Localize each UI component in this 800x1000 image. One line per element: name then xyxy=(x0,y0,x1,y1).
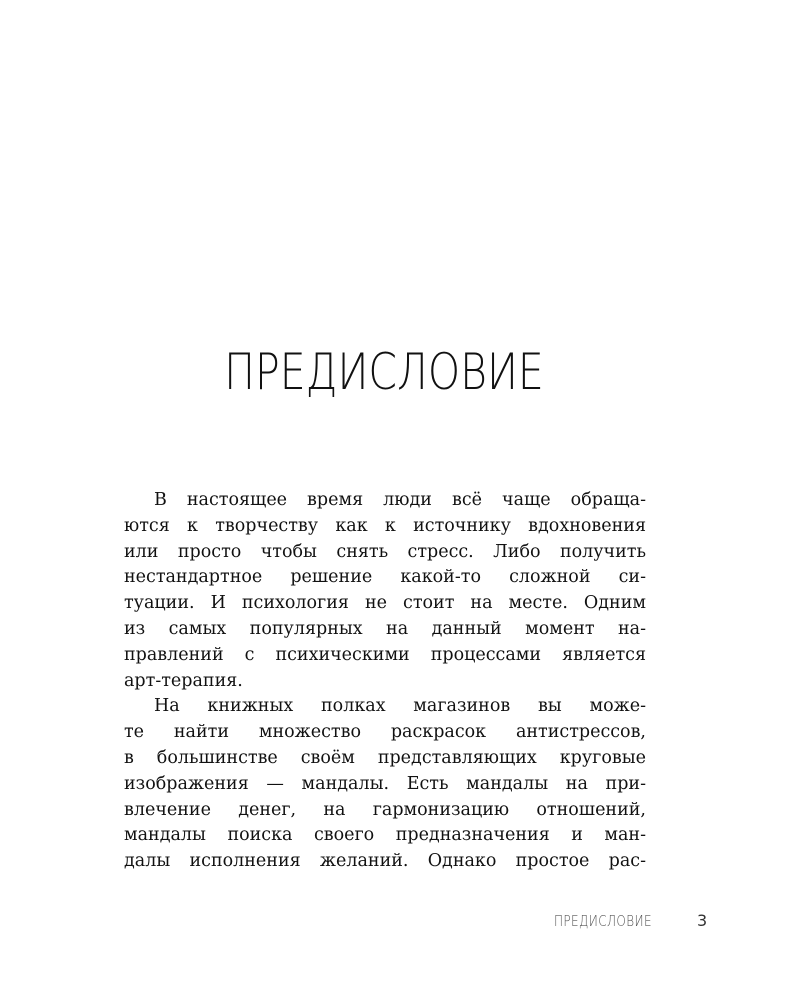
text-line: нестандартное решение какой-то сложной си- xyxy=(124,567,646,588)
text-line: далы исполнения желаний. Однако простое рас- xyxy=(124,851,646,872)
paragraph-1 xyxy=(124,488,646,694)
chapter-title: ПРЕДИСЛОВИЕ xyxy=(224,342,544,401)
running-footer-title: ПРЕДИСЛОВИЕ xyxy=(554,912,652,930)
text-line: туации. И психология не стоит на месте. Одним xyxy=(124,593,646,614)
body-text xyxy=(124,488,646,875)
text-line: В настоящее время люди всё чаще обраща- xyxy=(154,490,646,510)
text-line: те найти множество раскрасок антистрессов, xyxy=(124,722,646,743)
text-line: правлений с психическими процессами является xyxy=(124,644,646,665)
text-line: из самых популярных на данный момент на- xyxy=(124,618,646,639)
page-number: 3 xyxy=(697,911,708,930)
text-line: влечение денег, на гармонизацию отношений, xyxy=(124,799,646,820)
paragraph-2 xyxy=(124,694,646,875)
text-line: или просто чтобы снять стресс. Либо получить xyxy=(124,541,646,562)
text-line: На книжных полках магазинов вы може- xyxy=(154,696,646,717)
text-line: ются к творчеству как к источнику вдохновения xyxy=(124,515,646,536)
text-line: арт-терапия. xyxy=(124,670,243,691)
text-line: в большинстве своём представляющих круговые xyxy=(124,747,646,768)
text-line: мандалы поиска своего предназначения и ман- xyxy=(124,825,646,846)
text-line: изображения — мандалы. Есть мандалы на при- xyxy=(124,773,646,794)
